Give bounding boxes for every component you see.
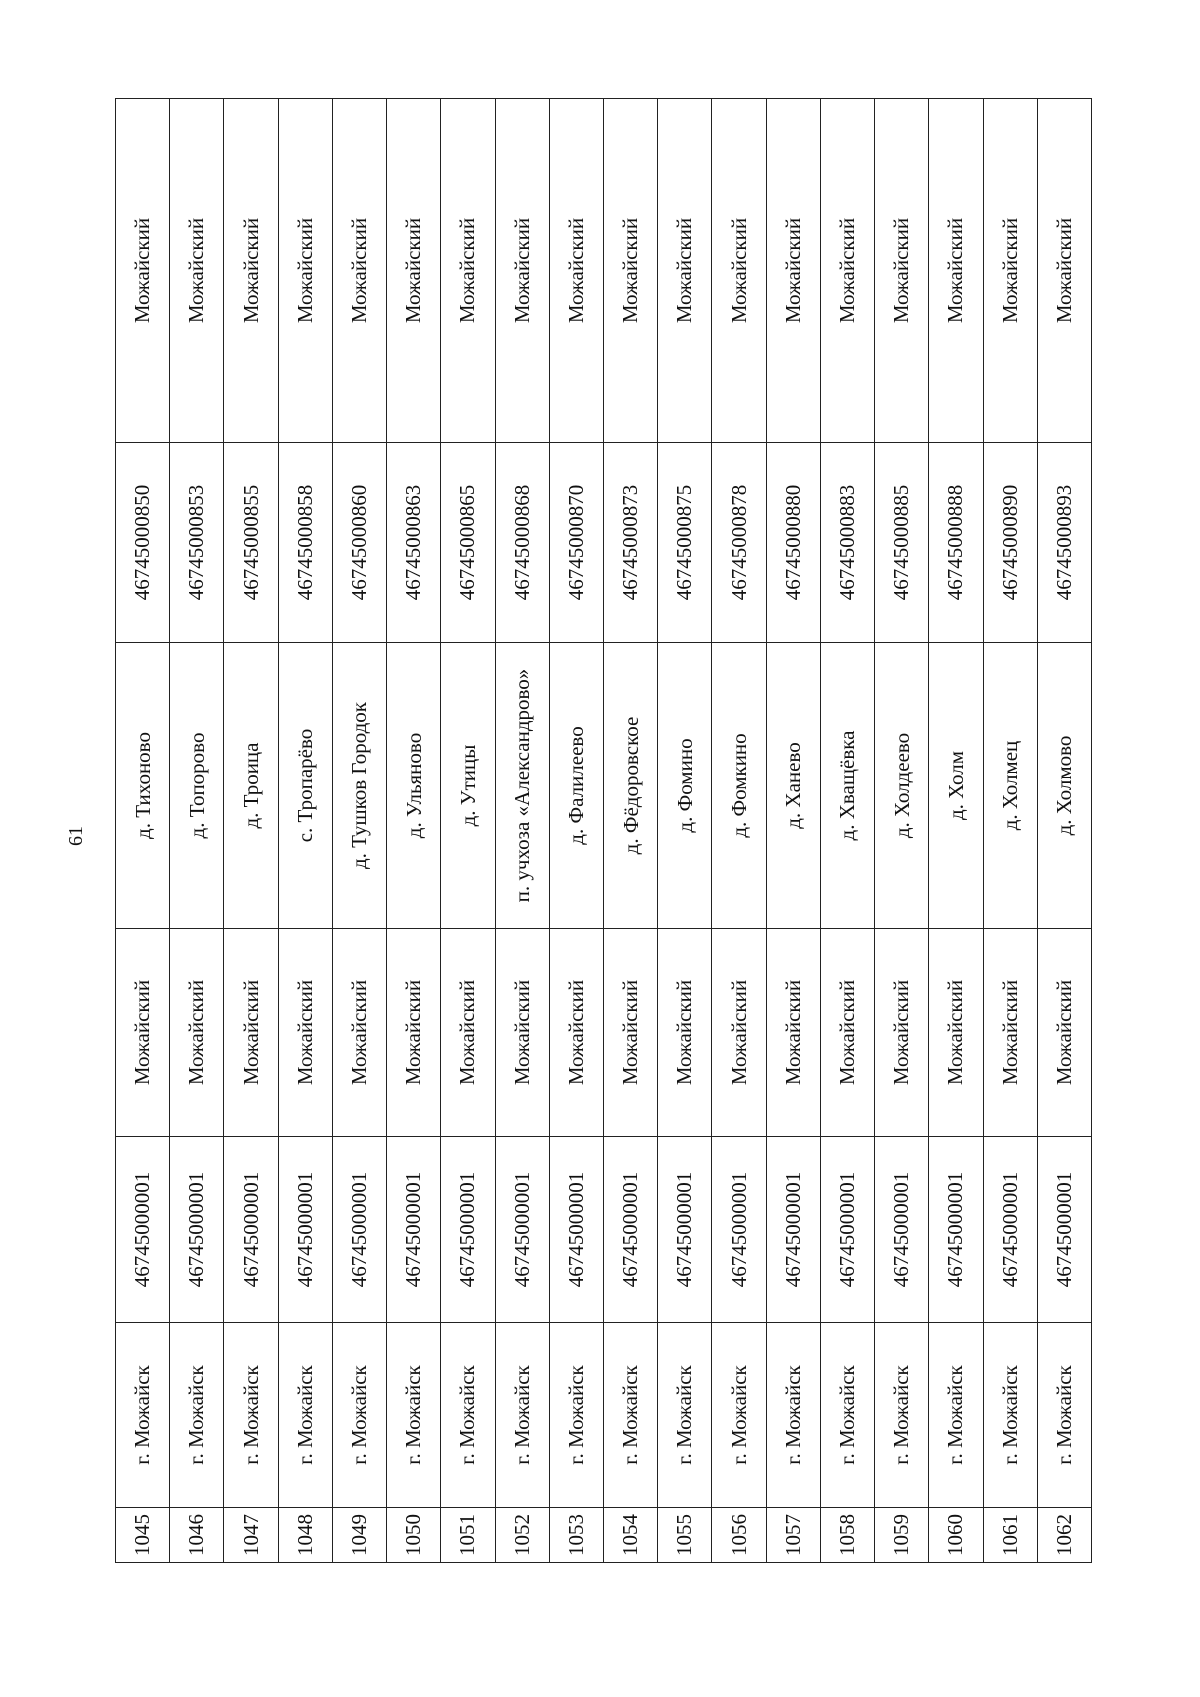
table-body	[116, 99, 1092, 1563]
settlement-code-cell: 46745000883	[820, 443, 874, 643]
settlement-code-cell: 46745000885	[875, 443, 929, 643]
settlement-cell: д. Холмец	[983, 643, 1037, 929]
oktmo-code-cell: 46745000001	[983, 1137, 1037, 1323]
city-cell: г. Можайск	[332, 1323, 386, 1508]
settlement-code-cell: 46745000878	[712, 443, 766, 643]
settlement-code-cell: 46745000890	[983, 443, 1037, 643]
settlement-district-cell: Можайский	[224, 99, 278, 443]
settlement-cell: д. Фалилеево	[549, 643, 603, 929]
city-cell: г. Можайск	[875, 1323, 929, 1508]
district-cell: Можайский	[1037, 929, 1091, 1137]
district-cell: Можайский	[603, 929, 657, 1137]
district-cell: Можайский	[224, 929, 278, 1137]
row-number: 1061	[983, 1508, 1037, 1563]
district-cell: Можайский	[387, 929, 441, 1137]
settlement-district-cell: Можайский	[712, 99, 766, 443]
settlement-cell: д. Ульяново	[387, 643, 441, 929]
oktmo-code-cell: 46745000001	[170, 1137, 224, 1323]
settlements-table	[115, 98, 1092, 1563]
city-cell: г. Можайск	[170, 1323, 224, 1508]
table-row	[712, 99, 766, 1563]
table-row	[1037, 99, 1091, 1563]
settlement-cell: д. Холмово	[1037, 643, 1091, 929]
settlement-district-cell: Можайский	[929, 99, 983, 443]
settlement-cell: п. учхоза «Александрово»	[495, 643, 549, 929]
city-cell: г. Можайск	[387, 1323, 441, 1508]
settlement-code-cell: 46745000850	[116, 443, 170, 643]
city-cell: г. Можайск	[1037, 1323, 1091, 1508]
settlement-district-cell: Можайский	[603, 99, 657, 443]
row-number: 1056	[712, 1508, 766, 1563]
settlement-cell: д. Холм	[929, 643, 983, 929]
table-row	[116, 99, 170, 1563]
district-cell: Можайский	[278, 929, 332, 1137]
table-row	[875, 99, 929, 1563]
settlement-cell: д. Фомино	[658, 643, 712, 929]
settlement-cell: д. Троица	[224, 643, 278, 929]
city-cell: г. Можайск	[224, 1323, 278, 1508]
district-cell: Можайский	[549, 929, 603, 1137]
row-number: 1058	[820, 1508, 874, 1563]
city-cell: г. Можайск	[658, 1323, 712, 1508]
oktmo-code-cell: 46745000001	[603, 1137, 657, 1323]
row-number: 1059	[875, 1508, 929, 1563]
city-cell: г. Можайск	[929, 1323, 983, 1508]
oktmo-code-cell: 46745000001	[116, 1137, 170, 1323]
row-number: 1052	[495, 1508, 549, 1563]
settlement-code-cell: 46745000875	[658, 443, 712, 643]
district-cell: Можайский	[875, 929, 929, 1137]
oktmo-code-cell: 46745000001	[929, 1137, 983, 1323]
district-cell: Можайский	[820, 929, 874, 1137]
city-cell: г. Можайск	[116, 1323, 170, 1508]
city-cell: г. Можайск	[820, 1323, 874, 1508]
row-number: 1060	[929, 1508, 983, 1563]
settlement-code-cell: 46745000860	[332, 443, 386, 643]
oktmo-code-cell: 46745000001	[441, 1137, 495, 1323]
table-row	[929, 99, 983, 1563]
page-number: 61	[65, 826, 87, 846]
city-cell: г. Можайск	[549, 1323, 603, 1508]
district-cell: Можайский	[116, 929, 170, 1137]
settlement-code-cell: 46745000853	[170, 443, 224, 643]
settlement-district-cell: Можайский	[983, 99, 1037, 443]
district-cell: Можайский	[441, 929, 495, 1137]
settlement-code-cell: 46745000870	[549, 443, 603, 643]
table-row	[441, 99, 495, 1563]
city-cell: г. Можайск	[278, 1323, 332, 1508]
settlement-district-cell: Можайский	[1037, 99, 1091, 443]
table-row	[658, 99, 712, 1563]
district-cell: Можайский	[983, 929, 1037, 1137]
settlement-cell: д. Тушков Городок	[332, 643, 386, 929]
settlement-district-cell: Можайский	[820, 99, 874, 443]
row-number: 1046	[170, 1508, 224, 1563]
settlement-district-cell: Можайский	[332, 99, 386, 443]
row-number: 1049	[332, 1508, 386, 1563]
settlement-cell: д. Фомкино	[712, 643, 766, 929]
settlement-code-cell: 46745000893	[1037, 443, 1091, 643]
oktmo-code-cell: 46745000001	[332, 1137, 386, 1323]
city-cell: г. Можайск	[712, 1323, 766, 1508]
oktmo-code-cell: 46745000001	[766, 1137, 820, 1323]
table-row	[983, 99, 1037, 1563]
table-row	[766, 99, 820, 1563]
table-row	[603, 99, 657, 1563]
oktmo-code-cell: 46745000001	[549, 1137, 603, 1323]
settlement-cell: д. Холдеево	[875, 643, 929, 929]
settlement-cell: д. Тихоново	[116, 643, 170, 929]
settlement-cell: д. Утицы	[441, 643, 495, 929]
district-cell: Можайский	[766, 929, 820, 1137]
table-row	[387, 99, 441, 1563]
settlement-code-cell: 46745000868	[495, 443, 549, 643]
settlement-district-cell: Можайский	[766, 99, 820, 443]
city-cell: г. Можайск	[603, 1323, 657, 1508]
oktmo-code-cell: 46745000001	[495, 1137, 549, 1323]
row-number: 1054	[603, 1508, 657, 1563]
row-number: 1047	[224, 1508, 278, 1563]
table-row	[332, 99, 386, 1563]
settlement-district-cell: Можайский	[170, 99, 224, 443]
settlement-code-cell: 46745000888	[929, 443, 983, 643]
row-number: 1055	[658, 1508, 712, 1563]
settlement-code-cell: 46745000873	[603, 443, 657, 643]
oktmo-code-cell: 46745000001	[1037, 1137, 1091, 1323]
settlement-code-cell: 46745000880	[766, 443, 820, 643]
settlement-cell: д. Хващёвка	[820, 643, 874, 929]
settlement-district-cell: Можайский	[549, 99, 603, 443]
city-cell: г. Можайск	[766, 1323, 820, 1508]
table-row	[278, 99, 332, 1563]
oktmo-code-cell: 46745000001	[658, 1137, 712, 1323]
district-cell: Можайский	[495, 929, 549, 1137]
oktmo-code-cell: 46745000001	[875, 1137, 929, 1323]
row-number: 1051	[441, 1508, 495, 1563]
city-cell: г. Можайск	[441, 1323, 495, 1508]
rotated-table-container	[115, 99, 1092, 1563]
settlement-cell: д. Топорово	[170, 643, 224, 929]
settlement-cell: д. Фёдоровское	[603, 643, 657, 929]
settlement-district-cell: Можайский	[875, 99, 929, 443]
settlement-cell: с. Тропарёво	[278, 643, 332, 929]
table-row	[495, 99, 549, 1563]
district-cell: Можайский	[658, 929, 712, 1137]
table-row	[170, 99, 224, 1563]
oktmo-code-cell: 46745000001	[712, 1137, 766, 1323]
row-number: 1045	[116, 1508, 170, 1563]
row-number: 1050	[387, 1508, 441, 1563]
settlement-district-cell: Можайский	[495, 99, 549, 443]
city-cell: г. Можайск	[983, 1323, 1037, 1508]
city-cell: г. Можайск	[495, 1323, 549, 1508]
row-number: 1062	[1037, 1508, 1091, 1563]
oktmo-code-cell: 46745000001	[278, 1137, 332, 1323]
row-number: 1048	[278, 1508, 332, 1563]
oktmo-code-cell: 46745000001	[820, 1137, 874, 1323]
settlement-district-cell: Можайский	[278, 99, 332, 443]
row-number: 1053	[549, 1508, 603, 1563]
district-cell: Можайский	[170, 929, 224, 1137]
settlement-district-cell: Можайский	[441, 99, 495, 443]
district-cell: Можайский	[929, 929, 983, 1137]
settlement-district-cell: Можайский	[658, 99, 712, 443]
settlement-district-cell: Можайский	[387, 99, 441, 443]
table-row	[224, 99, 278, 1563]
settlement-district-cell: Можайский	[116, 99, 170, 443]
settlement-code-cell: 46745000863	[387, 443, 441, 643]
settlement-code-cell: 46745000858	[278, 443, 332, 643]
settlement-code-cell: 46745000865	[441, 443, 495, 643]
oktmo-code-cell: 46745000001	[224, 1137, 278, 1323]
settlement-code-cell: 46745000855	[224, 443, 278, 643]
settlement-cell: д. Ханево	[766, 643, 820, 929]
table-row	[549, 99, 603, 1563]
district-cell: Можайский	[712, 929, 766, 1137]
oktmo-code-cell: 46745000001	[387, 1137, 441, 1323]
district-cell: Можайский	[332, 929, 386, 1137]
table-row	[820, 99, 874, 1563]
row-number: 1057	[766, 1508, 820, 1563]
